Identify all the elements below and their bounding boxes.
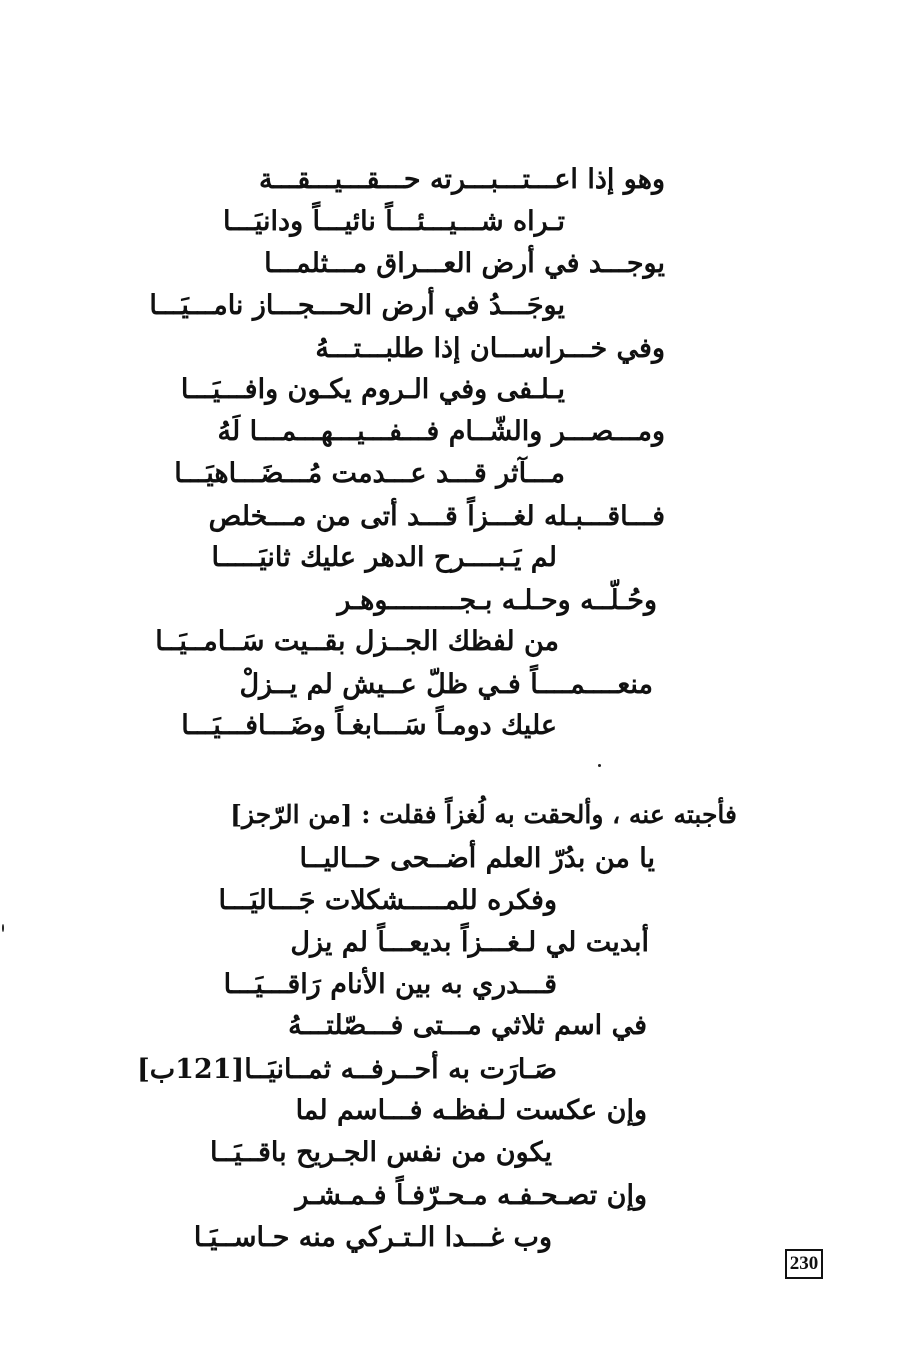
poem1-line-11: وحُـلّــه وحـلـه بـجـــــــــوهـر <box>337 585 657 616</box>
poem2-line-2: وفكره للمـــــشكلات جَـــاليَـــا <box>218 885 557 916</box>
poem1-line-5: وفي خـــراســـان إذا طلبـــتـــهُ <box>315 333 665 364</box>
poem1-line-6: يـلـفى وفي الـروم يكـون وافـــيَـــا <box>180 374 565 405</box>
page-number: 230 <box>785 1249 823 1279</box>
poem1-line-7: ومـــصـــر والشّــام فـــفـــيـــهـــمـــا لَهُ <box>217 416 665 447</box>
poem1-line-14: عليك دومـاً سَـــابغـاً وضَـــافـــيَـــا <box>181 710 557 741</box>
intro-text: فأجبته عنه ، وألحقت به لُغزاً فقلت : [من الرّجز] <box>230 800 737 829</box>
poem2-line-6: صَـارَت به أحــرفــه ثمــانيَــا[121ب] <box>136 1054 557 1085</box>
scan-speck <box>598 764 601 767</box>
poem1-line-4: يوجَـــدُ في أرض الحـــجـــاز نامـــيَـــا <box>149 290 565 321</box>
poem1-line-1: وهو إذا اعـــتـــبـــرته حـــقـــيـــقـــة <box>259 164 665 195</box>
poem1-line-3: يوجـــد في أرض العـــراق مـــثلمـــا <box>264 248 665 279</box>
poem1-line-8: مـــآثر قـــد عـــدمت مُـــضَـــاهيَـــا <box>174 458 565 489</box>
poem2-line-1: يا من بدُرّ العلم أضــحى حــاليــا <box>299 843 655 874</box>
poem2-line-7: وإن عكست لـفظـه فـــاسم لما <box>295 1095 647 1126</box>
poem2-line-9: وإن تصـحـفـه مـحـرّفـاً فـمـشـر <box>295 1180 647 1211</box>
poem2-line-10: وب غـــدا الـتـركي منه حـاســيَـا <box>193 1222 552 1253</box>
poem2-line-5: في اسم ثلاثي مـــتى فـــصّلتـــهُ <box>288 1010 647 1041</box>
poem1-line-10: لم يَـبــــرح الدهر عليك ثانيَـــــا <box>211 542 557 573</box>
poem1-line-13: منعــــمــــاً فـي ظلّ عــيش لم يــزلْ <box>239 669 653 700</box>
poem2-line-3: أبديت لي لـغـــزاً بديعـــاً لم يزل <box>290 927 649 958</box>
scan-speck <box>2 924 4 932</box>
poem1-line-12: من لفظك الجــزل بقــيت سَــامــيَــا <box>155 626 559 657</box>
poem1-line-9: فـــاقـــبـله لغـــزاً قـــد أتى من مـــخلص <box>208 501 665 532</box>
poem2-line-8: يكون من نفس الجـريح باقــيَــا <box>210 1137 552 1168</box>
poem1-line-2: تـراه شـــيـــئـــاً نائيـــاً ودانيَـــا <box>222 206 565 237</box>
poem2-line-4: قـــدري به بين الأنام رَاقـــيَـــا <box>223 969 557 1000</box>
